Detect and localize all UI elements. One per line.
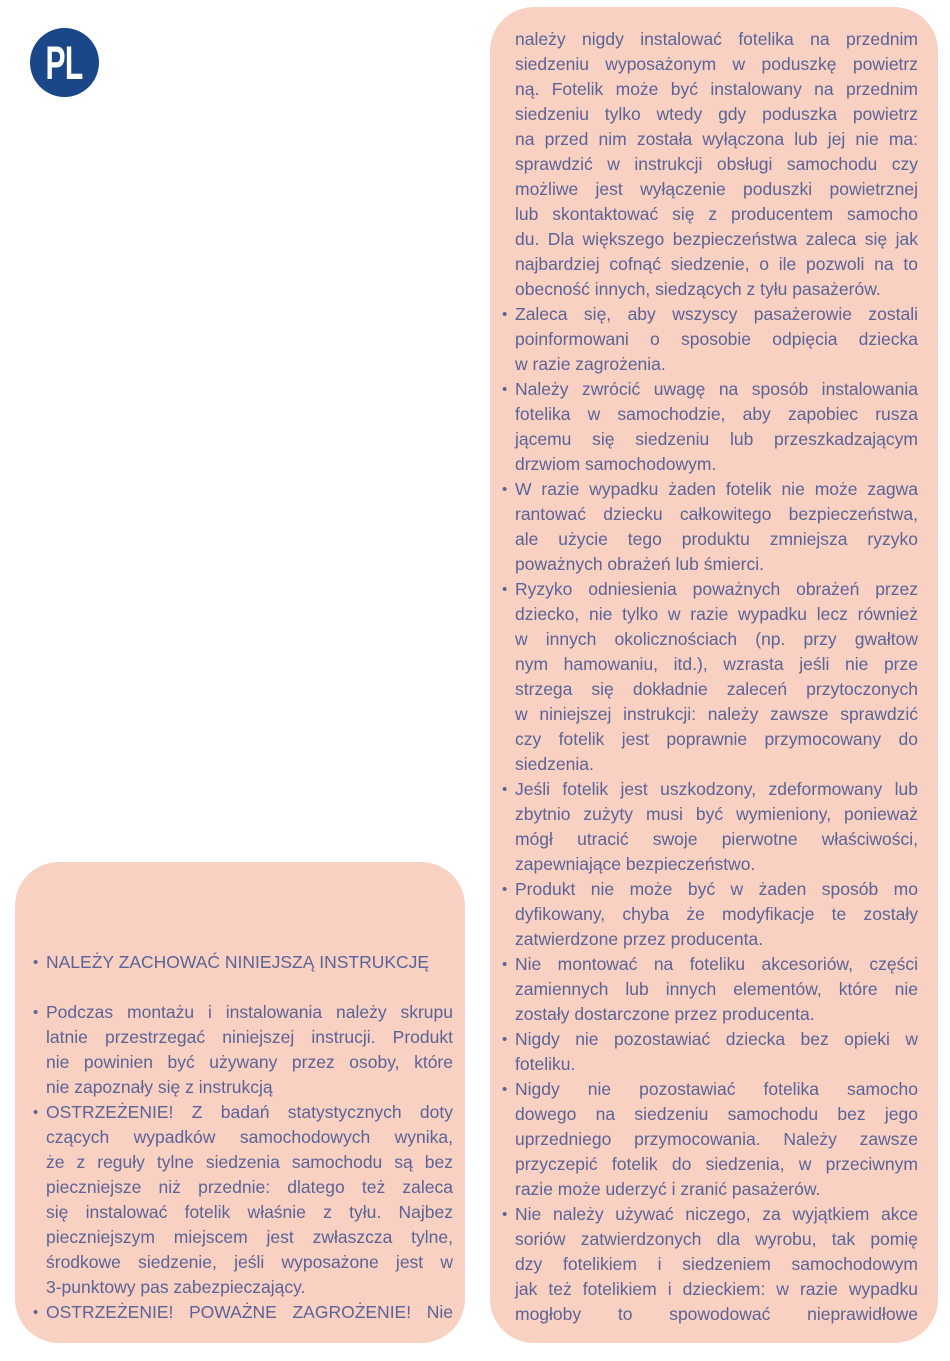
text-line: lub skontaktować się z producentem samocho: [515, 204, 918, 224]
text-line: 3-punktowy pas zabezpieczający.: [46, 1277, 306, 1297]
text-line: drzwiom samochodowym.: [515, 454, 717, 474]
instruction-item: [502, 1077, 918, 1202]
instruction-item-text: [515, 27, 918, 302]
text-line: zamiennych lub innych elementów, które nie: [515, 979, 918, 999]
text-line: dzy fotelikiem i siedzeniem samochodowym: [515, 1254, 918, 1274]
text-line: nie zapoznały się z instrukcją: [46, 1077, 273, 1097]
instruction-item: [502, 377, 918, 477]
instruction-item: [502, 577, 918, 777]
text-line: najbardziej cofnąć siedzenie, o ile pozwoli na to: [515, 254, 918, 274]
text-line: OSTRZEŻENIE! Z badań statystycznych doty: [46, 1102, 453, 1122]
text-line: W razie wypadku żaden fotelik nie może zagwa: [515, 479, 918, 499]
text-line: zostały dostarczone przez producenta.: [515, 1004, 815, 1024]
text-line: strzega się dokładnie zaleceń przytoczonych: [515, 679, 918, 699]
bullet-marker: •: [502, 1206, 508, 1223]
text-line: dziecko, nie tylko w razie wypadku lecz również: [515, 604, 918, 624]
instruction-item-text: [515, 1027, 918, 1077]
text-line: ną. Fotelik może być instalowany na przednim: [515, 79, 918, 99]
text-line: nie powinien być używany przez osoby, które: [46, 1052, 453, 1072]
text-line: Jeśli fotelik jest uszkodzony, zdeformowany lub: [515, 779, 918, 799]
text-line: obecność innych, siedzących z tyłu pasażerów.: [515, 279, 881, 299]
text-line: Ryzyko odniesienia poważnych obrażeń przez: [515, 579, 918, 599]
text-line: uprzedniego przymocowania. Należy zawsze: [515, 1129, 918, 1149]
bullet-marker: •: [502, 581, 508, 598]
text-line: czy fotelik jest poprawnie przymocowany do: [515, 729, 918, 749]
instruction-item-text: [515, 577, 918, 777]
bullet-marker: •: [502, 881, 508, 898]
instruction-item: [502, 1027, 918, 1077]
text-line: Nigdy nie pozostawiać dziecka bez opieki w: [515, 1029, 918, 1049]
text-line: du. Dla większego bezpieczeństwa zaleca się jak: [515, 229, 918, 249]
instruction-item: [502, 877, 918, 952]
left-text-panel: [15, 862, 465, 1343]
text-line: że z reguły tylne siedzenia samochodu są bez: [46, 1152, 453, 1172]
text-line: mogłoby to spowodować nieprawidłowe: [515, 1304, 918, 1324]
bullet-marker: •: [502, 1031, 508, 1048]
instruction-item: [502, 477, 918, 577]
text-line: się instalować fotelik właśnie z tyłu. Najbez: [46, 1202, 453, 1222]
text-line: foteliku.: [515, 1054, 576, 1074]
right-text-panel: [490, 7, 938, 1343]
instruction-item: [33, 1100, 453, 1300]
instruction-item: [502, 777, 918, 877]
instruction-item-text: [515, 302, 918, 377]
text-line: jącemu się siedzeniu lub przeszkadzającym: [515, 429, 918, 449]
text-line: pieczniejszym miejscem jest zwłaszcza tylne,: [46, 1227, 453, 1247]
text-line: pieczniejsze niż przednie: dlatego też zaleca: [46, 1177, 453, 1197]
instruction-item-text: [46, 950, 453, 975]
instruction-item-text: [515, 477, 918, 577]
text-line: OSTRZEŻENIE! POWAŻNE ZAGROŻENIE! Nie: [46, 1302, 453, 1322]
text-line: zapewniające bezpieczeństwo.: [515, 854, 756, 874]
text-line: w razie zagrożenia.: [515, 354, 666, 374]
instruction-item-text: [515, 377, 918, 477]
text-line: Należy zwrócić uwagę na sposób instalowania: [515, 379, 918, 399]
instruction-item-text: [515, 877, 918, 952]
bullet-marker: •: [502, 781, 508, 798]
text-line: ale użycie tego produktu zmniejsza ryzyko: [515, 529, 918, 549]
text-line: na przed nim została wyłączona lub jej nie ma:: [515, 129, 918, 149]
text-line: siedzenia.: [515, 754, 594, 774]
text-line: zatwierdzone przez producenta.: [515, 929, 764, 949]
bullet-marker: •: [502, 956, 508, 973]
text-line: w niniejszej instrukcji: należy zawsze sprawdzić: [515, 704, 918, 724]
instruction-item: [502, 1202, 918, 1327]
bullet-marker: •: [502, 481, 508, 498]
bullet-marker: •: [33, 1004, 39, 1021]
instruction-item-text: [515, 1202, 918, 1327]
text-line: przyczepić fotelik do siedzenia, w przeciwnym: [515, 1154, 918, 1174]
instruction-item-text: [515, 777, 918, 877]
instruction-item-text: [46, 1000, 453, 1100]
text-line: zbytnio zużyty musi być wymieniony, ponieważ: [515, 804, 918, 824]
text-line: Zaleca się, aby wszyscy pasażerowie zostali: [515, 304, 918, 324]
text-line: soriów zatwierdzonych dla wyrobu, tak pomię: [515, 1229, 918, 1249]
text-line: jak też fotelikiem i dzieckiem: w razie wypadku: [515, 1279, 918, 1299]
text-line: Produkt nie może być w żaden sposób mo: [515, 879, 918, 899]
instruction-item: [33, 1000, 453, 1100]
text-line: Podczas montażu i instalowania należy skrupu: [46, 1002, 453, 1022]
text-line: poinformowani o sposobie odpięcia dziecka: [515, 329, 918, 349]
bullet-marker: •: [33, 954, 39, 971]
instruction-item: [33, 1300, 453, 1325]
instruction-item-text: [46, 1300, 453, 1325]
text-line: Nie montować na foteliku akcesoriów, części: [515, 954, 918, 974]
text-line: dowego na siedzeniu samochodu bez jego: [515, 1104, 918, 1124]
text-line: siedzeniu tylko wtedy gdy poduszka powietrz: [515, 104, 918, 124]
bullet-marker: •: [33, 1304, 39, 1321]
text-line: NALEŻY ZACHOWAĆ NINIEJSZĄ INSTRUKCJĘ: [46, 952, 430, 972]
text-line: Nigdy nie pozostawiać fotelika samocho: [515, 1079, 918, 1099]
text-line: Nie należy używać niczego, za wyjątkiem akce: [515, 1204, 918, 1224]
language-badge-pl: [30, 28, 99, 97]
bullet-marker: •: [502, 306, 508, 323]
instruction-item: [502, 302, 918, 377]
instruction-item-text: [515, 1077, 918, 1202]
text-line: razie może uderzyć i zranić pasażerów.: [515, 1179, 821, 1199]
bullet-marker: •: [502, 1081, 508, 1098]
text-line: latnie przestrzegać niniejszej instrucji. Produkt: [46, 1027, 453, 1047]
instruction-item: [502, 952, 918, 1027]
text-line: nym hamowaniu, itd.), wzrasta jeśli nie prze: [515, 654, 918, 674]
language-badge-label: PL: [45, 36, 84, 89]
text-line: rantować dziecku całkowitego bezpieczeństwa,: [515, 504, 918, 524]
text-line: mógł utracić swoje pierwotne właściwości,: [515, 829, 918, 849]
text-line: dyfikowany, chyba że modyfikacje te zostały: [515, 904, 918, 924]
instruction-item: [33, 950, 453, 975]
text-line: sprawdzić w instrukcji obsługi samochodu czy: [515, 154, 918, 174]
text-line: należy nigdy instalować fotelika na przednim: [515, 29, 918, 49]
bullet-marker: •: [502, 381, 508, 398]
text-line: w innych okolicznościach (np. przy gwałtow: [515, 629, 918, 649]
instruction-item-text: [515, 952, 918, 1027]
text-line: poważnych obrażeń lub śmierci.: [515, 554, 765, 574]
text-line: możliwe jest wyłączenie poduszki powietrznej: [515, 179, 918, 199]
instruction-item-text: [46, 1100, 453, 1300]
instruction-item: [502, 27, 918, 302]
text-line: siedzeniu wyposażonym w poduszkę powietrz: [515, 54, 918, 74]
bullet-marker: •: [33, 1104, 39, 1121]
text-line: środkowe siedzenie, jeśli wyposażone jest w: [46, 1252, 453, 1272]
text-line: czących wypadków samochodowych wynika,: [46, 1127, 453, 1147]
text-line: fotelika w samochodzie, aby zapobiec rusza: [515, 404, 918, 424]
